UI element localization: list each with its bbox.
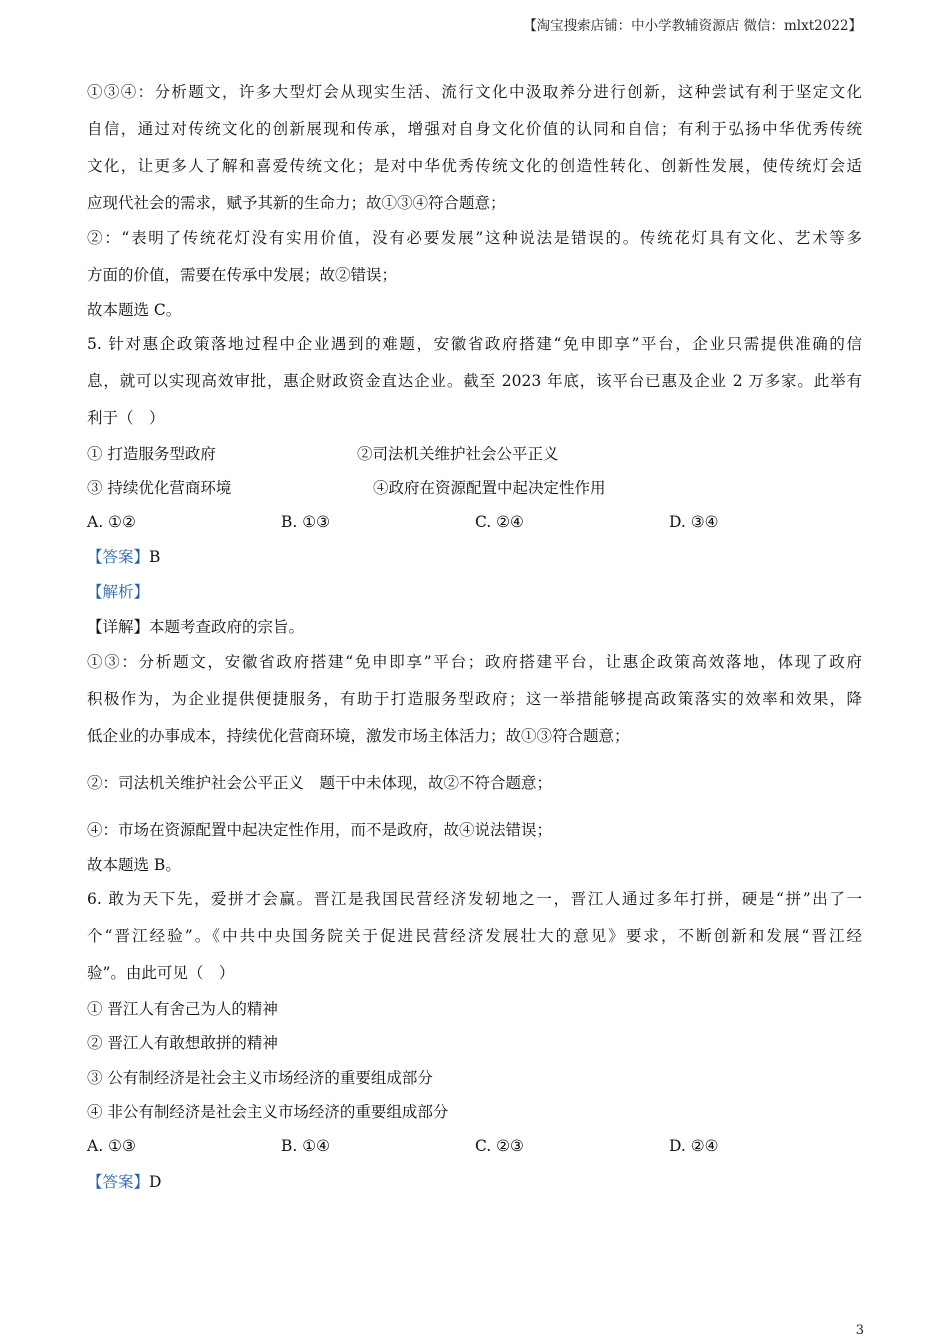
analysis-tag: 【解析】 xyxy=(87,583,150,601)
paragraph-line: ②：“表明了传统花灯没有实用价值，没有必要发展”这种说法是错误的。传统花灯具有文化、艺术等多 xyxy=(87,229,862,247)
paragraph-line: 文化，让更多人了解和喜爱传统文化；是对中华优秀传统文化的创造性转化、创新性发展，使传统灯会适 xyxy=(87,157,862,175)
q6-choice-a: A. ①③ xyxy=(87,1137,136,1155)
q6-statement-3: ③ 公有制经济是社会主义市场经济的重要组成部分 xyxy=(87,1069,433,1087)
answer-line xyxy=(87,547,160,567)
answer-line xyxy=(87,1172,161,1192)
q6-statement-2: ② 晋江人有敢想敢拼的精神 xyxy=(87,1034,278,1052)
paragraph-line: ④：市场在资源配置中起决定性作用，而不是政府，故④说法错误； xyxy=(87,821,553,839)
q5-choice-d: D. ③④ xyxy=(669,513,719,531)
paragraph-line: 积极作为，为企业提供便捷服务，有助于打造服务型政府；这一举措能够提高政策落实的效率和效果，降 xyxy=(87,690,862,708)
q5-choice-a: A. ①② xyxy=(87,513,136,531)
q6-choice-b: B. ①④ xyxy=(281,1137,331,1155)
question-6-stem: 验”。由此可见（ ） xyxy=(87,964,235,982)
answer-tag: 【答案】 xyxy=(87,1173,150,1191)
paragraph-line: 低企业的办事成本，持续优化营商环境，激发市场主体活力；故①③符合题意； xyxy=(87,727,630,745)
q5-statement-3: ③ 持续优化营商环境 xyxy=(87,479,232,497)
detail-heading: 【详解】本题考查政府的宗旨。 xyxy=(87,618,305,636)
q6-choice-d: D. ②④ xyxy=(669,1137,719,1155)
answer-value: B xyxy=(149,548,161,566)
q6-statement-1: ① 晋江人有舍己为人的精神 xyxy=(87,1000,278,1018)
paragraph-line: 自信，通过对传统文化的创新展现和传承，增强对自身文化价值的认同和自信；有利于弘扬中华优秀传统 xyxy=(87,120,862,138)
q5-statement-1: ① 打造服务型政府 xyxy=(87,445,216,463)
paragraph-line: ①③④：分析题文，许多大型灯会从现实生活、流行文化中汲取养分进行创新，这种尝试有利于坚定文化 xyxy=(87,83,862,101)
q5-statement-2: ②司法机关维护社会公平正义 xyxy=(357,445,559,463)
paragraph-line: ②：司法机关维护社会公平正义 题干中未体现，故②不符合题意； xyxy=(87,774,553,792)
page-header: 【淘宝搜索店铺：中小学教辅资源店 微信：mlxt2022】 xyxy=(523,18,862,34)
question-5-stem: 5. 针对惠企政策落地过程中企业遇到的难题，安徽省政府搭建“免申即享”平台，企业只需提供准确的信 xyxy=(87,335,862,353)
q6-statement-4: ④ 非公有制经济是社会主义市场经济的重要组成部分 xyxy=(87,1103,449,1121)
q5-statement-4: ④政府在资源配置中起决定性作用 xyxy=(373,479,606,497)
q5-choice-b: B. ①③ xyxy=(281,513,331,531)
q5-choice-c: C. ②④ xyxy=(475,513,524,531)
paragraph-line: 应现代社会的需求，赋予其新的生命力；故①③④符合题意； xyxy=(87,194,506,212)
paragraph-line: 故本题选 C。 xyxy=(87,301,182,319)
question-5-stem: 利于（ ） xyxy=(87,409,165,427)
question-6-stem: 个“晋江经验”。《中共中央国务院关于促进民营经济发展壮大的意见》要求，不断创新和发展“晋江经 xyxy=(87,927,862,945)
page-number: 3 xyxy=(855,1323,864,1338)
question-5-stem: 息，就可以实现高效审批，惠企财政资金直达企业。截至 2023 年底，该平台已惠及企业 2 万多家。此举有 xyxy=(87,372,862,390)
answer-tag: 【答案】 xyxy=(87,548,150,566)
question-6-stem: 6. 敢为天下先，爱拼才会赢。晋江是我国民营经济发轫地之一，晋江人通过多年打拼，硬是“拼”出了一 xyxy=(87,890,862,908)
q6-choice-c: C. ②③ xyxy=(475,1137,524,1155)
paragraph-line: ①③：分析题文，安徽省政府搭建“免申即享”平台；政府搭建平台，让惠企政策高效落地，体现了政府 xyxy=(87,653,862,671)
paragraph-line: 故本题选 B。 xyxy=(87,856,181,874)
paragraph-line: 方面的价值，需要在传承中发展；故②错误； xyxy=(87,266,398,284)
answer-value: D xyxy=(149,1173,162,1191)
